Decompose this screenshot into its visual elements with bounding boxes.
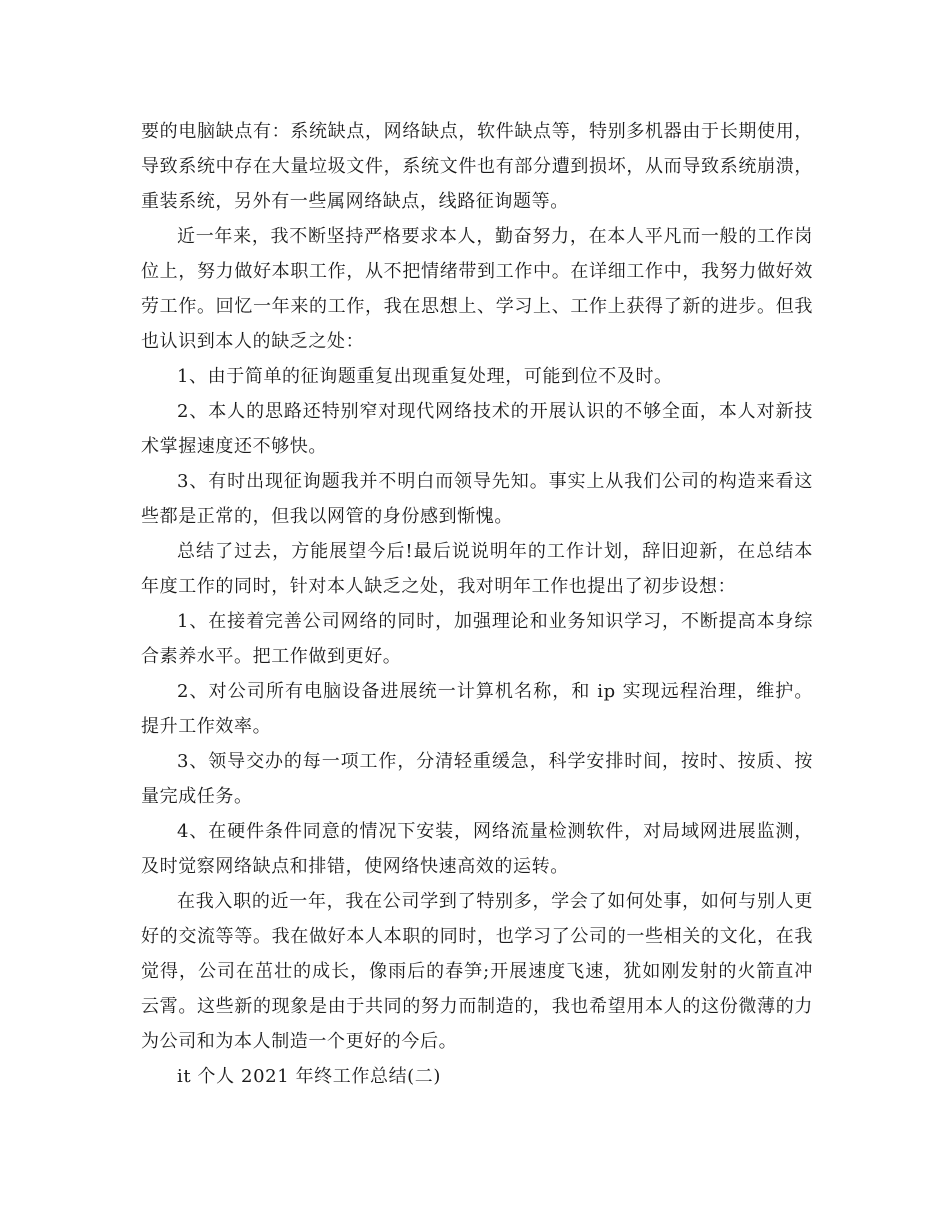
paragraph-closing: 在我入职的近一年，我在公司学到了特别多，学会了如何处事，如何与别人更好的交流等等。我在做好本人本职的同时，也学习了公司的一些相关的文化，在我觉得，公司在茁壮的成长，像雨后的春笋;开展速度飞速，犹如刚发射的火箭直冲云霄。这些新的现象是由于共同的努力而制造的，我也希望用本人的这份微薄的力为公司和为本人制造一个更好的今后。 (141, 891, 813, 1052)
paragraph-outlook: 总结了过去，方能展望今后!最后说说明年的工作计划，辞旧迎新，在总结本年度工作的同时，针对本人缺乏之处，我对明年工作也提出了初步设想： (141, 541, 813, 597)
paragraph-self-review: 近一年来，我不断坚持严格要求本人，勤奋努力，在本人平凡而一般的工作岗位上，努力做好本职工作，从不把情绪带到工作中。在详细工作中，我努力做好效劳工作。回忆一年来的工作，我在思想上、学习上、工作上获得了新的进步。但我也认识到本人的缺乏之处： (141, 226, 813, 352)
paragraph-continued-faults: 要的电脑缺点有：系统缺点，网络缺点，软件缺点等，特别多机器由于长期使用，导致系统中存在大量垃圾文件，系统文件也有部分遭到损坏，从而导致系统崩溃，重装系统，另外有一些属网络缺点，线路征询题等。 (141, 121, 813, 212)
paragraph-shortcoming-1: 1、由于简单的征询题重复出现重复处理，可能到位不及时。 (177, 366, 673, 387)
paragraph-shortcoming-3: 3、有时出现征询题我并不明白而领导先知。事实上从我们公司的构造来看这些都是正常的，但我以网管的身份感到惭愧。 (141, 471, 813, 527)
paragraph-plan-2: 2、对公司所有电脑设备进展统一计算机名称，和 ip 实现远程治理，维护。提升工作效率。 (141, 681, 813, 737)
section-heading: it 个人 2021 年终工作总结(二) (177, 1066, 442, 1087)
paragraph-shortcoming-2: 2、本人的思路还特别窄对现代网络技术的开展认识的不够全面，本人对新技术掌握速度还不够快。 (141, 401, 813, 457)
paragraph-plan-1: 1、在接着完善公司网络的同时，加强理论和业务知识学习，不断提高本身综合素养水平。把工作做到更好。 (141, 611, 813, 667)
paragraph-plan-4: 4、在硬件条件同意的情况下安装，网络流量检测软件，对局域网进展监测，及时觉察网络缺点和排错，使网络快速高效的运转。 (141, 821, 813, 877)
paragraph-plan-3: 3、领导交办的每一项工作，分清轻重缓急，科学安排时间，按时、按质、按量完成任务。 (141, 751, 813, 807)
document-body (141, 114, 813, 1094)
